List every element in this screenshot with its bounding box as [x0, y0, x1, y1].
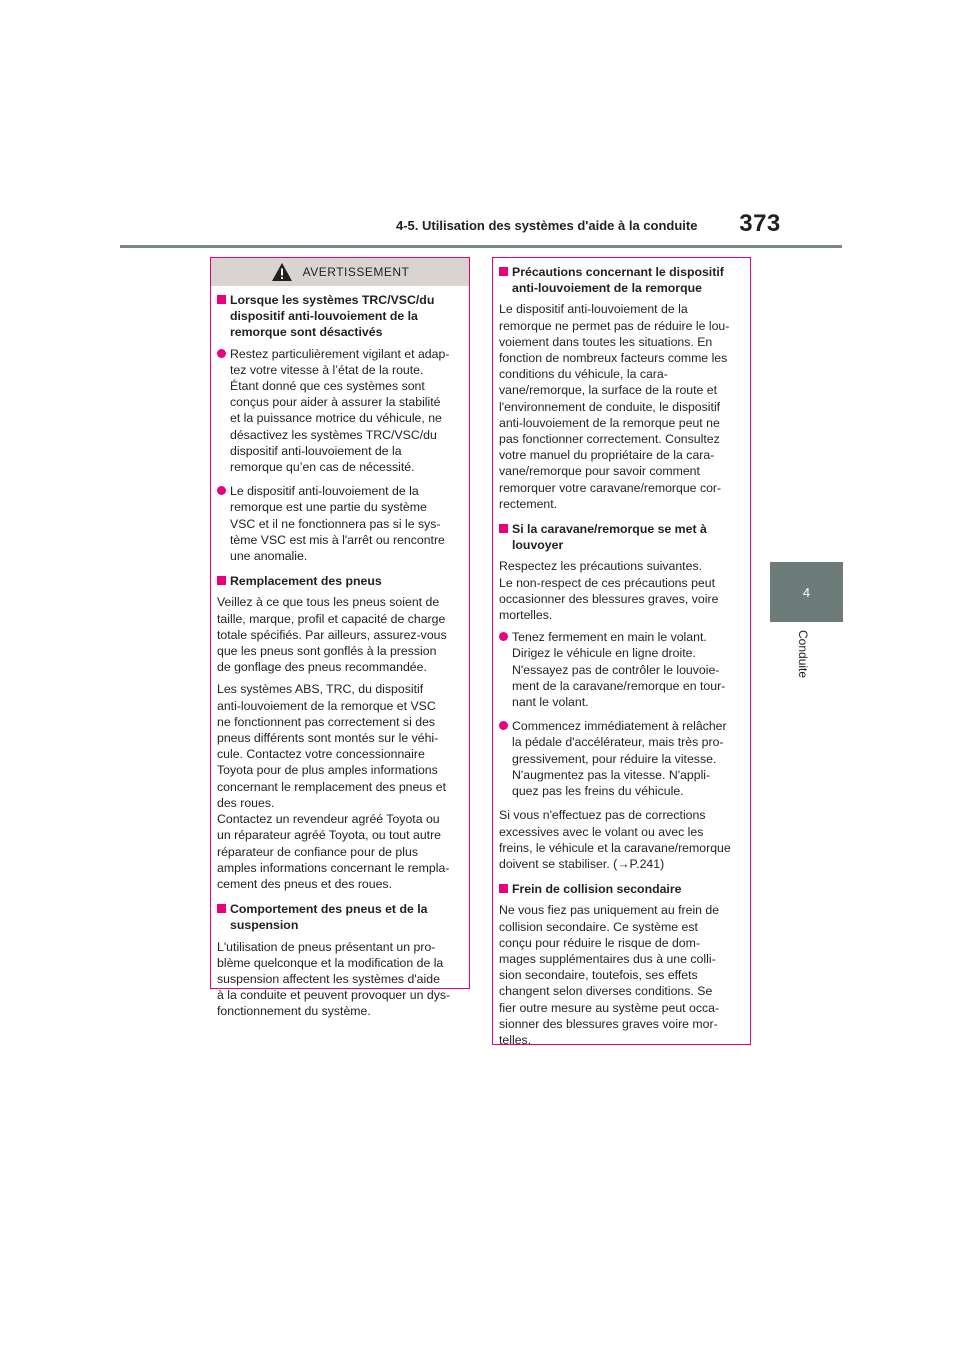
paragraph [499, 558, 744, 623]
warning-banner-label: AVERTISSEMENT [302, 264, 410, 279]
text-line: Comportement des pneus et de la [230, 902, 428, 917]
section-heading [217, 573, 463, 589]
page-header-title: 4-5. Utilisation des systèmes d'aide à la conduite [396, 218, 698, 233]
text-line: désactivez les systèmes TRC/VSC/du [230, 427, 437, 442]
bullet-item [499, 718, 744, 799]
section-heading [499, 881, 744, 897]
section-heading [499, 521, 744, 553]
text-line: Respectez les précautions suivantes. [499, 559, 703, 574]
section-heading [499, 264, 744, 296]
text-line: vane/remorque, la surface de la route et [499, 383, 718, 398]
section-heading [217, 901, 463, 933]
text-line: anti-louvoiement de la remorque peut ne [499, 415, 720, 430]
text-line: un réparateur agréé Toyota, ou tout autre [217, 828, 442, 843]
text-line: des roues. [217, 795, 275, 810]
text-line: remorque sont désactivés [230, 325, 383, 340]
text-line: anti-louvoiement de la remorque [512, 281, 702, 296]
text-line: Ne vous fiez pas uniquement au frein de [499, 903, 720, 918]
paragraph [499, 902, 744, 1048]
text-line: Restez particulièrement vigilant et adap- [230, 346, 450, 361]
text-line: freins, le véhicule et la caravane/remorque [499, 840, 731, 855]
text-line: suspension [230, 918, 299, 933]
text-line: VSC et il ne fonctionnera pas si le sys- [230, 516, 441, 531]
text-line: ne fonctionnent pas correctement si des [217, 714, 436, 729]
header-rule [120, 245, 842, 248]
text-line: Étant donné que ces systèmes sont [230, 379, 425, 394]
text-line: L'utilisation de pneus présentant un pro- [217, 939, 436, 954]
text-line: à la conduite et peuvent provoquer un dys- [217, 988, 451, 1003]
warning-content [211, 292, 469, 1020]
text-line: mortelles. [499, 608, 553, 623]
page-number: 373 [739, 210, 781, 237]
notice-content [493, 258, 750, 1048]
text-line: réparateur de confiance pour de plus [217, 844, 418, 859]
text-line: Dirigez le véhicule en ligne droite. [512, 646, 696, 661]
paragraph [499, 301, 744, 512]
notice-box [492, 257, 751, 1045]
bullet-item [499, 629, 744, 710]
text-line: tez votre vitesse à l’état de la route. [230, 362, 424, 377]
text-line: amples informations concernant le rempla- [217, 860, 450, 875]
text-line: excessives avec le volant ou avec les [499, 824, 704, 839]
text-line: rectement. [499, 496, 558, 511]
text-line: et la puissance motrice du véhicule, ne [230, 411, 442, 426]
text-line: fonctionnement du système. [217, 1004, 371, 1019]
chapter-label: Conduite [796, 630, 810, 679]
text-line: dispositif anti-louvoiement de la [230, 443, 402, 458]
text-line: remorque est une partie du système [230, 500, 427, 515]
text-line: ment de la caravane/remorque en tour- [512, 678, 726, 693]
text-line: N'essayez pas de contrôler le louvoie- [512, 662, 720, 677]
paragraph [217, 594, 463, 675]
text-line: louvoyer [512, 538, 564, 553]
text-line: telles. [499, 1032, 532, 1047]
text-line: Précautions concernant le dispositif [512, 265, 724, 279]
text-line: remorquer votre caravane/remorque cor- [499, 480, 722, 495]
text-line: Remplacement des pneus [230, 574, 382, 589]
text-line: vane/remorque pour savoir comment [499, 464, 700, 479]
text-line: sionner des blessures graves voire mor- [499, 1016, 718, 1031]
text-line: nant le volant. [512, 695, 589, 710]
text-line: Tenez fermement en main le volant. [512, 630, 707, 645]
text-line: voiement dans toutes les situations. En [499, 334, 713, 349]
paragraph [217, 939, 463, 1020]
warning-banner [211, 258, 469, 286]
text-line: cule. Contactez votre concessionnaire [217, 747, 425, 762]
warning-triangle-icon [271, 262, 293, 282]
text-line: doivent se stabiliser. (→P.241) [499, 856, 665, 871]
text-line: N'augmentez pas la vitesse. N'appli- [512, 767, 711, 782]
text-line: mages supplémentaires dus à une colli- [499, 951, 716, 966]
text-line: l'environnement de conduite, le dispositif [499, 399, 721, 414]
text-line: Lorsque les systèmes TRC/VSC/du [230, 293, 435, 307]
text-line: conçus pour aider à assurer la stabilité [230, 395, 441, 410]
text-line: anti-louvoiement de la remorque et VSC [217, 698, 436, 713]
text-line: blème quelconque et la modification de la [217, 955, 444, 970]
chapter-number: 4 [802, 584, 811, 600]
paragraph [217, 681, 463, 892]
text-line: la pédale d'accélérateur, mais très pro- [512, 735, 724, 750]
text-line: Le non-respect de ces précautions peut [499, 575, 716, 590]
text-line: tème VSC est mis à l'arrêt ou rencontre [230, 532, 445, 547]
text-line: Veillez à ce que tous les pneus soient de [217, 595, 440, 610]
bullet-item [217, 346, 463, 476]
text-line: Le dispositif anti-louvoiement de la [230, 484, 419, 499]
text-line: totale spécifiés. Par ailleurs, assurez-vous [217, 627, 447, 642]
text-line: cement des pneus et des roues. [217, 876, 392, 891]
warning-box [210, 257, 470, 1019]
text-line: concernant le remplacement des pneus et [217, 779, 446, 794]
text-line: remorque qu’en cas de nécessité. [230, 460, 415, 475]
text-line: conçu pour réduire le risque de dom- [499, 935, 700, 950]
text-line: Toyota pour de plus amples informations [217, 763, 438, 778]
chapter-tab [770, 562, 843, 622]
text-line: votre manuel du propriétaire de la cara- [499, 448, 715, 463]
text-line: pas fonctionner correctement. Consultez [499, 432, 720, 447]
text-line: pneus différents sont montés sur le véhi- [217, 731, 439, 746]
text-line: Si vous n'effectuez pas de corrections [499, 808, 706, 823]
text-line: Les systèmes ABS, TRC, du dispositif [217, 682, 424, 697]
text-line: de gonflage des pneus recommandée. [217, 660, 427, 675]
text-line: occasionner des blessures graves, voire [499, 591, 719, 606]
text-line: Si la caravane/remorque se met à [512, 522, 707, 537]
section-heading [217, 292, 463, 341]
text-line: dispositif anti-louvoiement de la [230, 309, 418, 324]
text-line: Frein de collision secondaire [512, 882, 682, 897]
text-line: collision secondaire. Ce système est [499, 919, 698, 934]
text-line: suspension affectent les systèmes d'aide [217, 971, 440, 986]
text-line: fier outre mesure au système peut occa- [499, 1000, 720, 1015]
text-line: sion secondaire, toutefois, ses effets [499, 968, 698, 983]
text-line: Le dispositif anti-louvoiement de la [499, 302, 688, 317]
text-line: fonction de nombreux facteurs comme les [499, 351, 728, 366]
text-line: gressivement, pour réduire la vitesse. [512, 751, 717, 766]
text-line: remorque ne permet pas de réduire le lou- [499, 318, 730, 333]
text-line: Contactez un revendeur agréé Toyota ou [217, 812, 440, 827]
bullet-item [217, 483, 463, 564]
paragraph [499, 807, 744, 872]
text-line: une anomalie. [230, 549, 308, 564]
text-line: quez pas les freins du véhicule. [512, 784, 684, 799]
text-line: Commencez immédiatement à relâcher [512, 719, 727, 734]
text-line: taille, marque, profil et capacité de charge [217, 611, 446, 626]
text-line: que les pneus sont gonflés à la pression [217, 644, 437, 659]
text-line: changent selon diverses conditions. Se [499, 984, 713, 999]
text-line: conditions du véhicule, la cara- [499, 367, 668, 382]
